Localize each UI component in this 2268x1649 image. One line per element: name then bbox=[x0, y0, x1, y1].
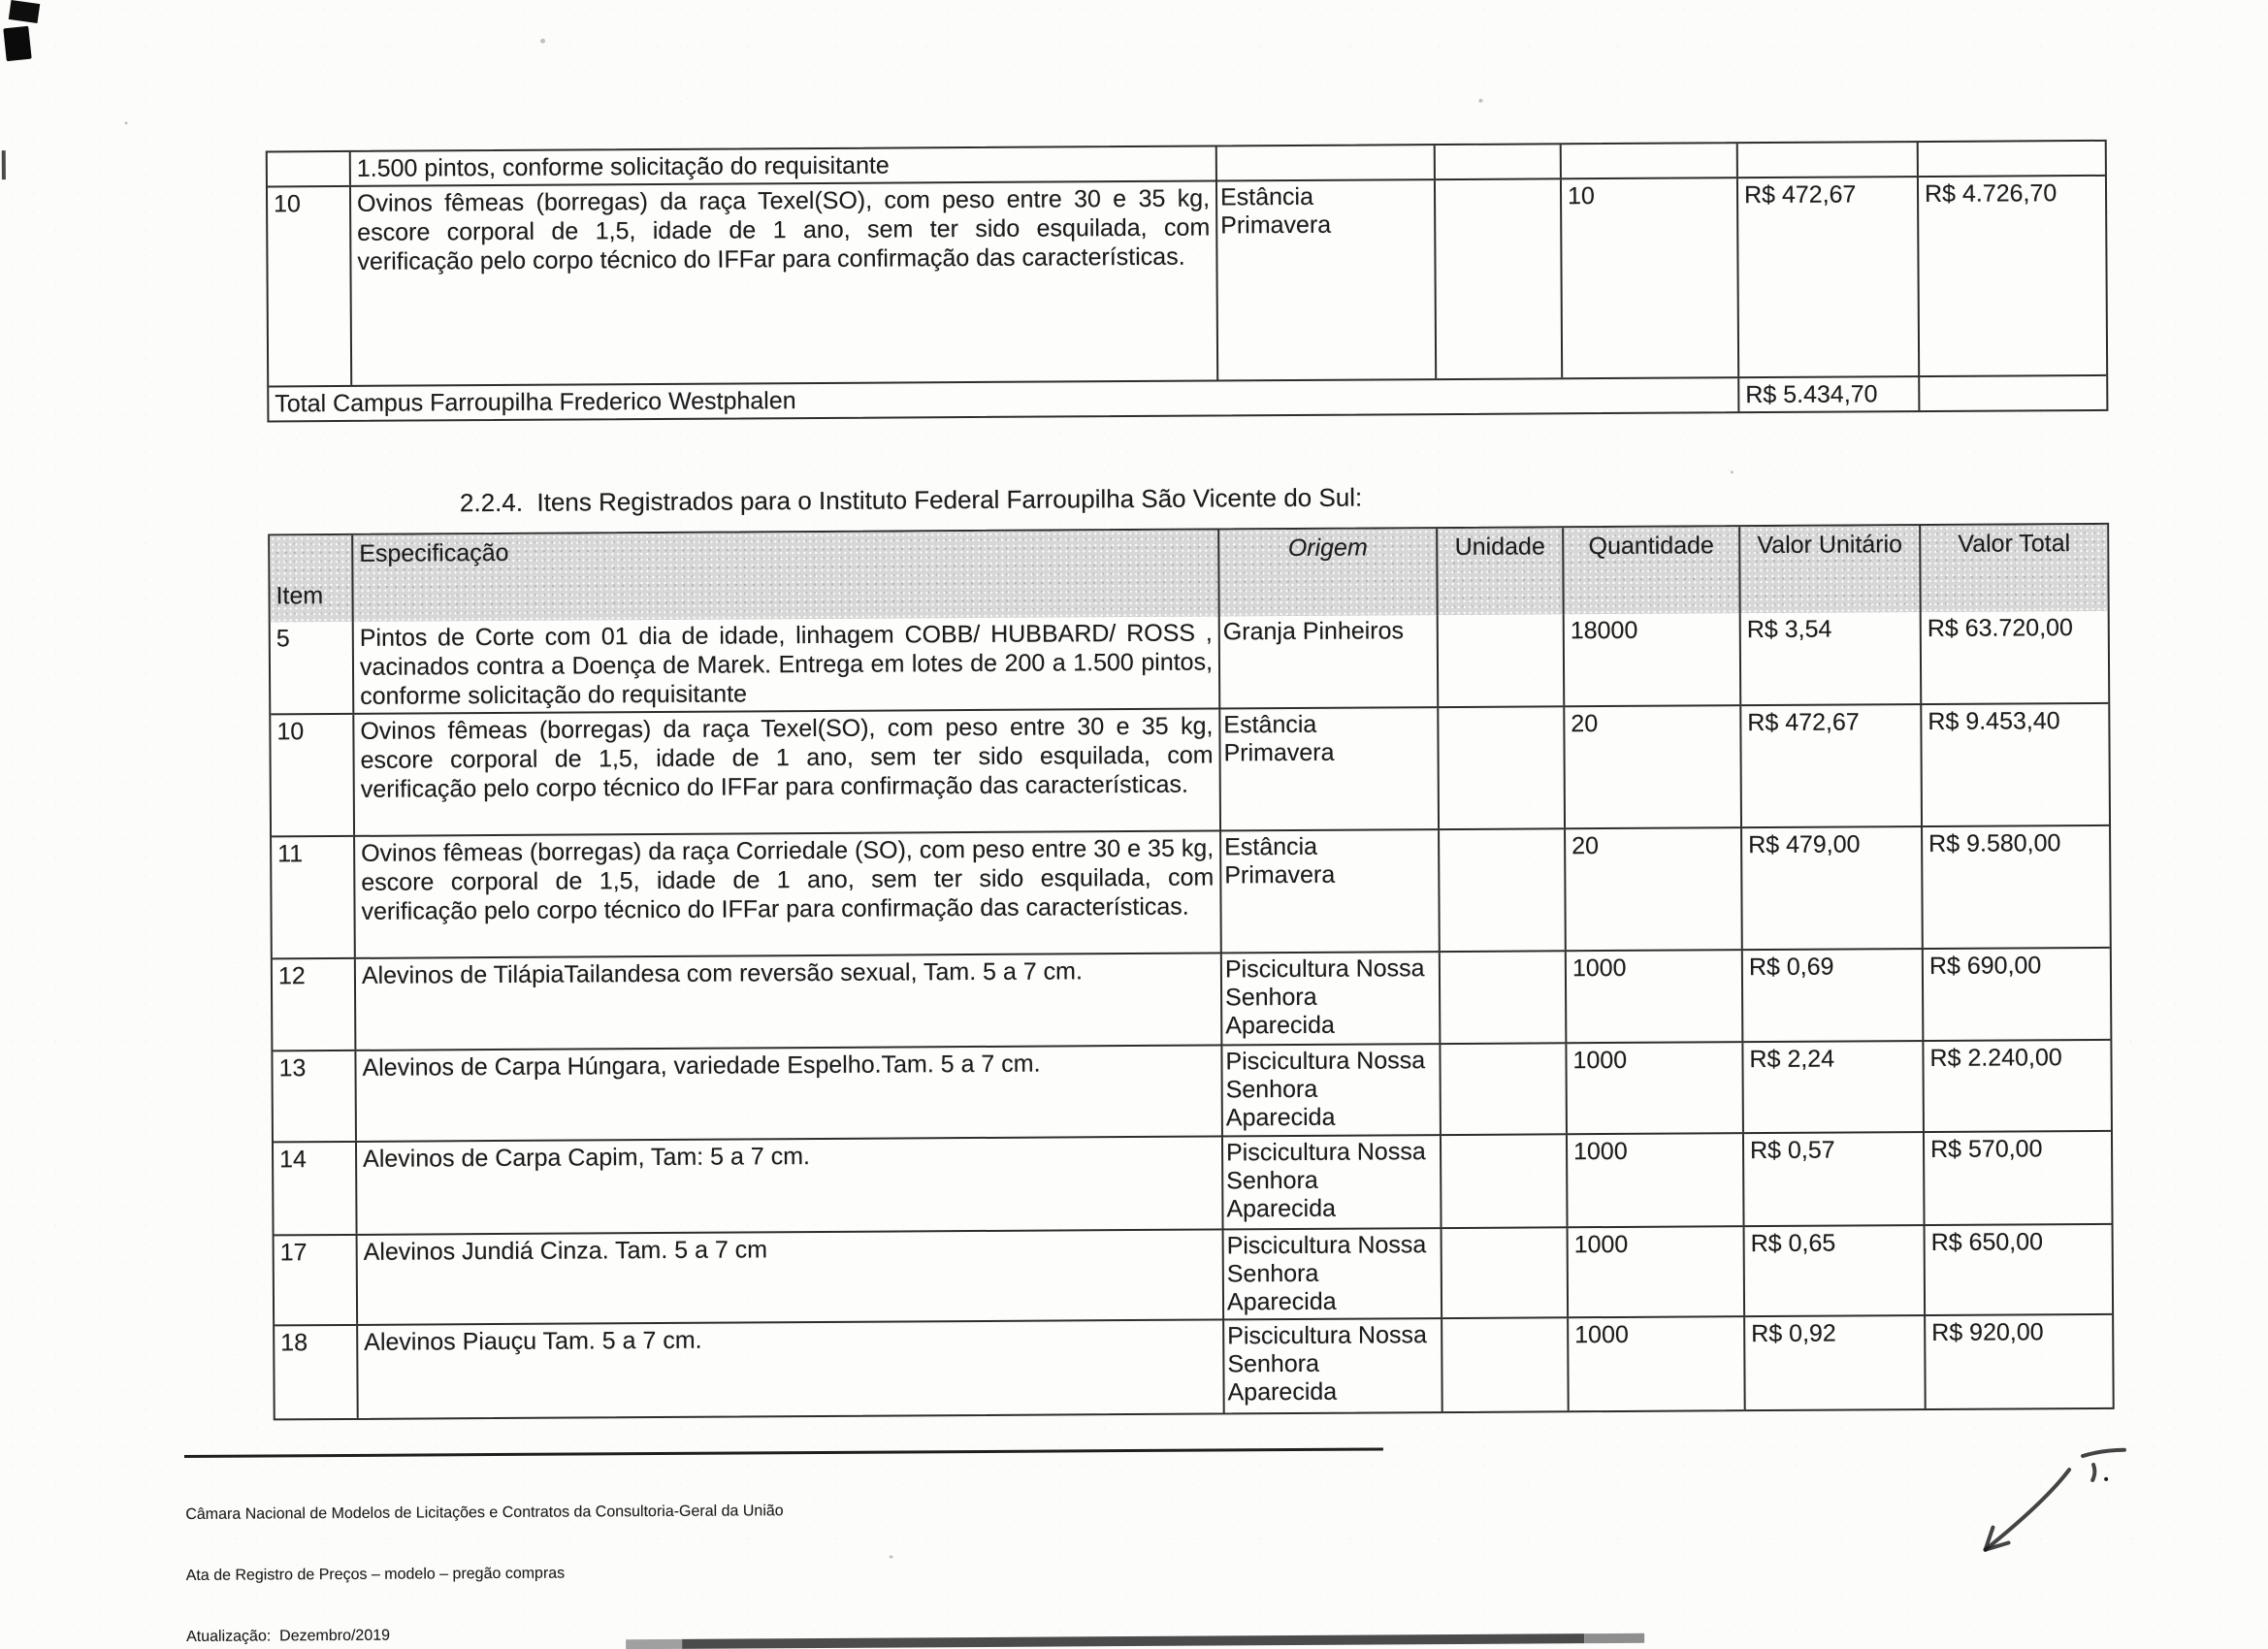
cell-valor-unitario: R$ 0,65 bbox=[1743, 1226, 1925, 1315]
cell-quantidade: 1000 bbox=[1565, 1043, 1742, 1133]
cell-especificacao: Alevinos de TilápiaTailandesa com reversão sexual, Tam. 5 a 7 cm. bbox=[354, 954, 1221, 1049]
scan-speck bbox=[125, 121, 128, 124]
cell-especificacao: 1.500 pintos, conforme solicitação do requisitante bbox=[349, 146, 1215, 184]
cell-quantidade: 1000 bbox=[1567, 1317, 1744, 1410]
table-row bbox=[273, 1039, 2111, 1142]
cell-quantidade bbox=[1560, 144, 1736, 178]
scan-speck bbox=[890, 1556, 893, 1559]
cell-item: 5 bbox=[275, 625, 290, 653]
header-unidade: Unidade bbox=[1436, 528, 1563, 615]
cell-origem: Piscicultura Nossa Senhora Aparecida bbox=[1220, 1045, 1440, 1135]
scan-speck bbox=[540, 39, 545, 44]
cell-especificacao: Alevinos Jundiá Cinza. Tam. 5 a 7 cm bbox=[356, 1230, 1223, 1323]
cell-origem: Piscicultura Nossa Senhora Aparecida bbox=[1222, 1229, 1442, 1318]
cell-item: 11 bbox=[277, 840, 304, 868]
cell-origem: Piscicultura Nossa Senhora Aparecida bbox=[1220, 953, 1440, 1044]
cell-valor-total: R$ 2.240,00 bbox=[1922, 1041, 2111, 1131]
total-label: Total Campus Farroupilha Frederico Westphalen bbox=[275, 387, 796, 418]
cell-valor-total: R$ 9.453,40 bbox=[1920, 704, 2109, 825]
cell-valor-unitario: R$ 0,69 bbox=[1741, 950, 1923, 1041]
header-valor-unitario: Valor Unitário bbox=[1738, 526, 1920, 613]
cell-unidade bbox=[1437, 707, 1564, 828]
cell-unidade bbox=[1434, 145, 1560, 178]
table-row bbox=[271, 611, 2109, 714]
table-row bbox=[273, 947, 2111, 1051]
header-quantidade: Quantidade bbox=[1562, 527, 1739, 614]
cell-quantidade: 20 bbox=[1563, 706, 1740, 827]
footer-text bbox=[185, 1460, 785, 1649]
cell-quantidade: 10 bbox=[1560, 178, 1737, 377]
footer-line-1: Câmara Nacional de Modelos de Licitações e Contratos da Consultoria-Geral da União bbox=[185, 1503, 784, 1523]
cell-item: 12 bbox=[277, 962, 306, 990]
cell-valor-unitario: R$ 479,00 bbox=[1740, 827, 1922, 949]
scan-artifact-bottom-bar-left bbox=[626, 1639, 682, 1649]
header-valor-total: Valor Total bbox=[1919, 525, 2108, 612]
scan-artifact-bottom-bar bbox=[682, 1633, 1584, 1649]
section-heading: 2.2.4. Itens Registrados para o Instituto Federal Farroupilha São Vicente do Sul: bbox=[459, 482, 1363, 518]
cell-unidade bbox=[1439, 1044, 1566, 1134]
table-row bbox=[274, 1130, 2112, 1235]
pen-dot bbox=[2104, 1477, 2108, 1481]
cell-valor-total: R$ 570,00 bbox=[1923, 1132, 2112, 1224]
cell-origem: Estância Primavera bbox=[1215, 180, 1435, 379]
cell-valor-unitario: R$ 472,67 bbox=[1739, 705, 1921, 826]
pen-arrow-barb-1 bbox=[1986, 1543, 2009, 1550]
footer-rule bbox=[184, 1447, 1383, 1458]
cell-item: 10 bbox=[276, 718, 305, 746]
cell-valor-total: R$ 690,00 bbox=[1922, 949, 2111, 1040]
total-value: R$ 5.434,70 bbox=[1737, 377, 1918, 411]
cell-unidade bbox=[1438, 829, 1565, 951]
scan-speck bbox=[1731, 470, 1733, 473]
table-row bbox=[275, 1223, 2113, 1325]
pen-arrow-barb-2 bbox=[1985, 1528, 1993, 1550]
footer-line-2: Ata de Registro de Preços – modelo – pregão compras bbox=[185, 1565, 566, 1584]
continuation-table bbox=[266, 140, 2109, 423]
cell-unidade bbox=[1434, 179, 1561, 378]
cell-unidade bbox=[1439, 952, 1566, 1043]
table-row bbox=[275, 1313, 2113, 1419]
cell-origem bbox=[1215, 146, 1434, 179]
cell-valor-total: R$ 4.726,70 bbox=[1917, 177, 2106, 375]
cell-origem: Estância Primavera bbox=[1219, 830, 1439, 952]
cell-item: 13 bbox=[278, 1054, 307, 1083]
cell-especificacao: Alevinos de Carpa Capim, Tam: 5 a 7 cm. bbox=[355, 1137, 1222, 1233]
cell-quantidade: 1000 bbox=[1566, 1134, 1743, 1226]
cell-especificacao: Alevinos de Carpa Húngara, variedade Espelho.Tam. 5 a 7 cm. bbox=[354, 1046, 1221, 1140]
header-item: Item bbox=[270, 535, 352, 623]
scan-speck bbox=[1478, 99, 1482, 103]
cell-item bbox=[268, 152, 349, 186]
pen-arrow-tail bbox=[1985, 1470, 2069, 1550]
cell-valor-unitario: R$ 0,92 bbox=[1743, 1316, 1925, 1409]
cell-especificacao: Alevinos Piauçu Tam. 5 a 7 cm. bbox=[356, 1320, 1223, 1417]
cell-valor-total: R$ 920,00 bbox=[1924, 1315, 2113, 1408]
cell-quantidade: 1000 bbox=[1565, 951, 1742, 1042]
pen-squiggle bbox=[2092, 1465, 2094, 1480]
cell-origem: Piscicultura Nossa Senhora Aparecida bbox=[1221, 1136, 1441, 1228]
table-row bbox=[271, 702, 2109, 836]
cell-valor-total: R$ 650,00 bbox=[1924, 1225, 2113, 1314]
scan-artifact-bottom-bar-right bbox=[1584, 1633, 1644, 1643]
cell-unidade bbox=[1437, 614, 1564, 706]
cell-quantidade: 20 bbox=[1564, 828, 1741, 950]
cell-especificacao: Ovinos fêmeas (borregas) da raça Texel(SO), com peso entre 30 e 35 kg, escore corporal de 1,5, idade de 1 ano, sem ter sido esquilada, com verificação pelo corpo técnico do IFFar para confirmação das características. bbox=[352, 709, 1219, 834]
cell-unidade bbox=[1440, 1135, 1567, 1227]
cell-item: 17 bbox=[279, 1239, 308, 1267]
cell-valor-unitario: R$ 0,57 bbox=[1742, 1133, 1924, 1225]
cell-valor-unitario: R$ 3,54 bbox=[1739, 612, 1921, 704]
cell-valor-total: R$ 9.580,00 bbox=[1921, 826, 2110, 948]
cell-origem: Piscicultura Nossa Senhora Aparecida bbox=[1222, 1319, 1442, 1412]
cell-quantidade: 18000 bbox=[1563, 613, 1740, 705]
table-row bbox=[268, 175, 2106, 386]
footer-line-3: Atualização: Dezembro/2019 bbox=[186, 1627, 391, 1645]
cell-origem: Granja Pinheiros bbox=[1218, 615, 1438, 707]
table-row bbox=[272, 824, 2110, 958]
cell-origem: Estância Primavera bbox=[1218, 708, 1438, 829]
cell-valor-unitario: R$ 2,24 bbox=[1741, 1042, 1923, 1132]
cell-valor-unitario bbox=[1736, 143, 1917, 177]
items-table bbox=[268, 523, 2115, 1421]
cell-unidade bbox=[1441, 1228, 1568, 1317]
cell-item: 18 bbox=[280, 1329, 308, 1357]
cell-especificacao: Pintos de Corte com 01 dia de idade, linhagem COBB/ HUBBARD/ ROSS , vacinados contra a Doença de Marek. Entrega em lotes de 200 a 1.500 pintos, conforme solicitação do requisitante bbox=[352, 616, 1219, 712]
cell-valor-unitario: R$ 472,67 bbox=[1736, 178, 1918, 376]
cell-valor-total: R$ 63.720,00 bbox=[1920, 611, 2109, 703]
cell-quantidade: 1000 bbox=[1567, 1227, 1744, 1316]
cell-item: 10 bbox=[273, 190, 301, 218]
table-header-row bbox=[270, 525, 2108, 623]
cell-valor-total bbox=[1917, 142, 2105, 176]
cell-item: 14 bbox=[279, 1146, 307, 1174]
scan-artifact-left-edge bbox=[2, 150, 6, 179]
cell-especificacao: Ovinos fêmeas (borregas) da raça Corriedale (SO), com peso entre 30 e 35 kg, escore corporal de 1,5, idade de 1 ano, sem ter sido esquilada, com verificação pelo corpo técnico do IFFar para confirmação das características. bbox=[353, 831, 1220, 956]
total-trailing-cell bbox=[1918, 376, 2106, 410]
header-origem: Origem bbox=[1217, 529, 1437, 616]
header-especificacao: Especificação bbox=[351, 530, 1218, 621]
cell-especificacao: Ovinos fêmeas (borregas) da raça Texel(SO), com peso entre 30 e 35 kg, escore corporal de 1,5, idade de 1 ano, sem ter sido esquilada, com verificação pelo corpo técnico do IFFar para confirmação das características. bbox=[349, 181, 1216, 384]
pen-dash bbox=[2083, 1450, 2124, 1456]
cell-unidade bbox=[1441, 1318, 1568, 1411]
